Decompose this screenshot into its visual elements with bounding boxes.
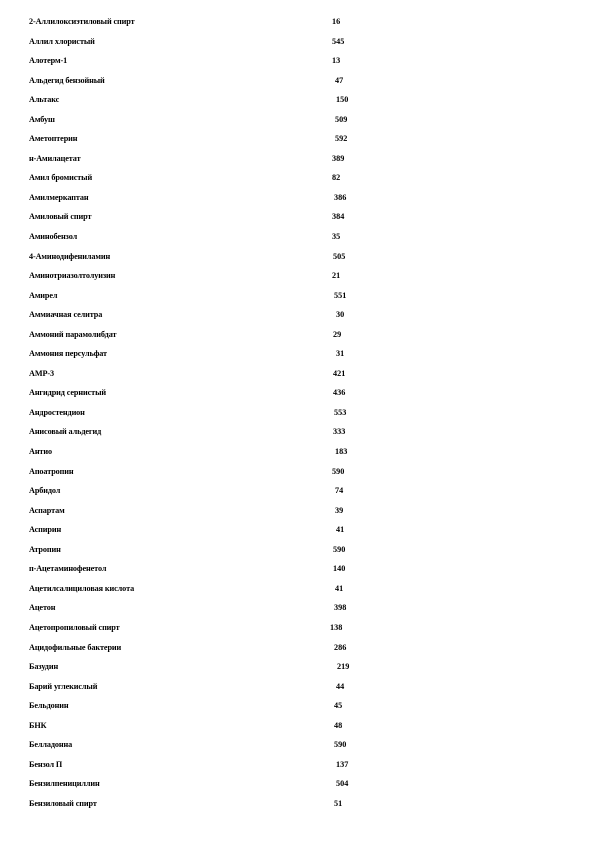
index-term: Арбидол [29,486,61,496]
index-term: Аммоний парамолибдат [29,329,117,339]
index-page-number: 505 [333,251,346,261]
index-entry [0,503,595,523]
index-entry [0,424,595,444]
index-term: БНК [29,720,47,730]
index-entry [0,640,595,660]
index-entry [0,679,595,699]
index-entry [0,620,595,640]
index-page-number: 219 [337,662,350,672]
index-page-number: 551 [334,290,347,300]
index-page-number: 74 [335,486,344,496]
index-page-number: 592 [335,134,348,144]
index-page-number: 509 [335,114,348,124]
index-entry [0,581,595,601]
index-page-number: 436 [333,388,346,398]
index-entry [0,34,595,54]
index-term: Амиловый спирт [29,212,92,222]
index-entry [0,542,595,562]
index-term: Альтакс [29,95,60,105]
index-page-number: 286 [334,642,347,652]
index-page-number: 21 [332,271,341,281]
index-term: Аспартам [29,505,65,515]
index-term: Аминобензол [29,232,78,242]
index-entry [0,53,595,73]
index-page-number: 16 [332,17,341,26]
index-term: Аспирин [29,525,62,535]
index-list [0,14,595,815]
index-term: Аммония персульфат [29,349,107,359]
index-term: Ацетон [29,603,56,613]
index-term: Алотерм-1 [29,56,68,66]
index-page-number: 41 [336,525,345,535]
index-page-number: 333 [333,427,346,437]
index-term: Белладонна [29,740,73,750]
index-entry [0,288,595,308]
index-page-number: 553 [334,407,347,417]
index-entry [0,698,595,718]
index-entry [0,464,595,484]
index-entry [0,405,595,425]
index-page-number: 41 [335,583,344,593]
index-term: п-Ацетаминофенетол [29,564,107,574]
index-page-number: 386 [334,192,347,202]
index-term: Базудин [29,662,59,672]
index-page-number: 183 [335,447,348,457]
index-page-number: 51 [334,798,343,808]
index-entry [0,209,595,229]
index-page-number: 82 [332,173,341,183]
index-term: Альдегид бензойный [29,75,105,85]
index-page-number: 389 [332,153,345,163]
index-term: Бензилпенициллин [29,779,100,789]
index-term: Амирел [29,290,58,300]
index-entry [0,346,595,366]
index-term: Ангидрид сернистый [29,388,106,398]
index-page-number: 35 [332,232,341,242]
index-page-number: 31 [336,349,345,359]
index-entry [0,796,595,816]
index-page-number: 48 [334,720,343,730]
index-entry [0,131,595,151]
index-entry [0,151,595,171]
index-entry [0,327,595,347]
index-entry [0,92,595,112]
index-entry [0,14,595,34]
index-term: 2-Аллилоксиэтиловый спирт [29,17,135,26]
index-term: Бельдонин [29,701,69,711]
index-term: Амбуш [29,114,55,124]
index-term: Апоатропин [29,466,74,476]
index-entry [0,307,595,327]
index-entry [0,112,595,132]
index-page-number: 590 [334,740,347,750]
index-entry [0,190,595,210]
index-term: Амилмеркаптан [29,192,89,202]
index-page-number: 13 [332,56,341,66]
index-term: Аммиачная селитра [29,310,103,320]
index-page-number: 421 [333,368,346,378]
index-entry [0,73,595,93]
index-term: н-Амилацетат [29,153,81,163]
index-page-number: 140 [333,564,346,574]
index-term: АМР-3 [29,368,54,378]
index-term: Аминотриазолтолуизин [29,271,116,281]
index-term: Ацидофильные бактерии [29,642,122,652]
index-term: Амил бромистый [29,173,93,183]
index-page-number: 45 [334,701,343,711]
index-page-number: 30 [336,310,345,320]
index-entry [0,522,595,542]
index-page-number: 29 [333,329,342,339]
index-page-number: 504 [336,779,349,789]
index-page-number: 39 [335,505,344,515]
index-entry [0,561,595,581]
index-page-number: 545 [332,36,345,46]
index-entry [0,757,595,777]
index-term: Антио [29,447,52,457]
index-entry [0,718,595,738]
index-entry [0,444,595,464]
index-page-number: 150 [336,95,349,105]
index-term: Атропин [29,544,61,554]
index-entry [0,249,595,269]
index-page-number: 138 [330,622,343,632]
index-page-number: 398 [334,603,347,613]
index-page-number: 44 [336,681,345,691]
index-entry [0,366,595,386]
index-entry [0,229,595,249]
index-page-number: 590 [332,466,345,476]
index-term: Бензиловый спирт [29,798,97,808]
index-term: Аметоптерин [29,134,78,144]
index-term: Барий углекислый [29,681,98,691]
index-entry [0,600,595,620]
index-term: 4-Аминодифениламин [29,251,111,261]
index-page-number: 137 [336,759,349,769]
index-term: Бензол П [29,759,63,769]
index-entry [0,483,595,503]
index-term: Ацетилсалициловая кислота [29,583,135,593]
index-term: Андростендион [29,407,85,417]
index-entry [0,268,595,288]
index-term: Аллил хлористый [29,36,95,46]
index-entry [0,385,595,405]
index-entry [0,737,595,757]
index-term: Ацетопропиловый спирт [29,622,120,632]
index-term: Анисовый альдегид [29,427,102,437]
index-page-number: 384 [332,212,345,222]
index-entry [0,659,595,679]
index-entry [0,776,595,796]
index-page-number: 590 [333,544,346,554]
index-page-number: 47 [335,75,344,85]
index-entry [0,170,595,190]
